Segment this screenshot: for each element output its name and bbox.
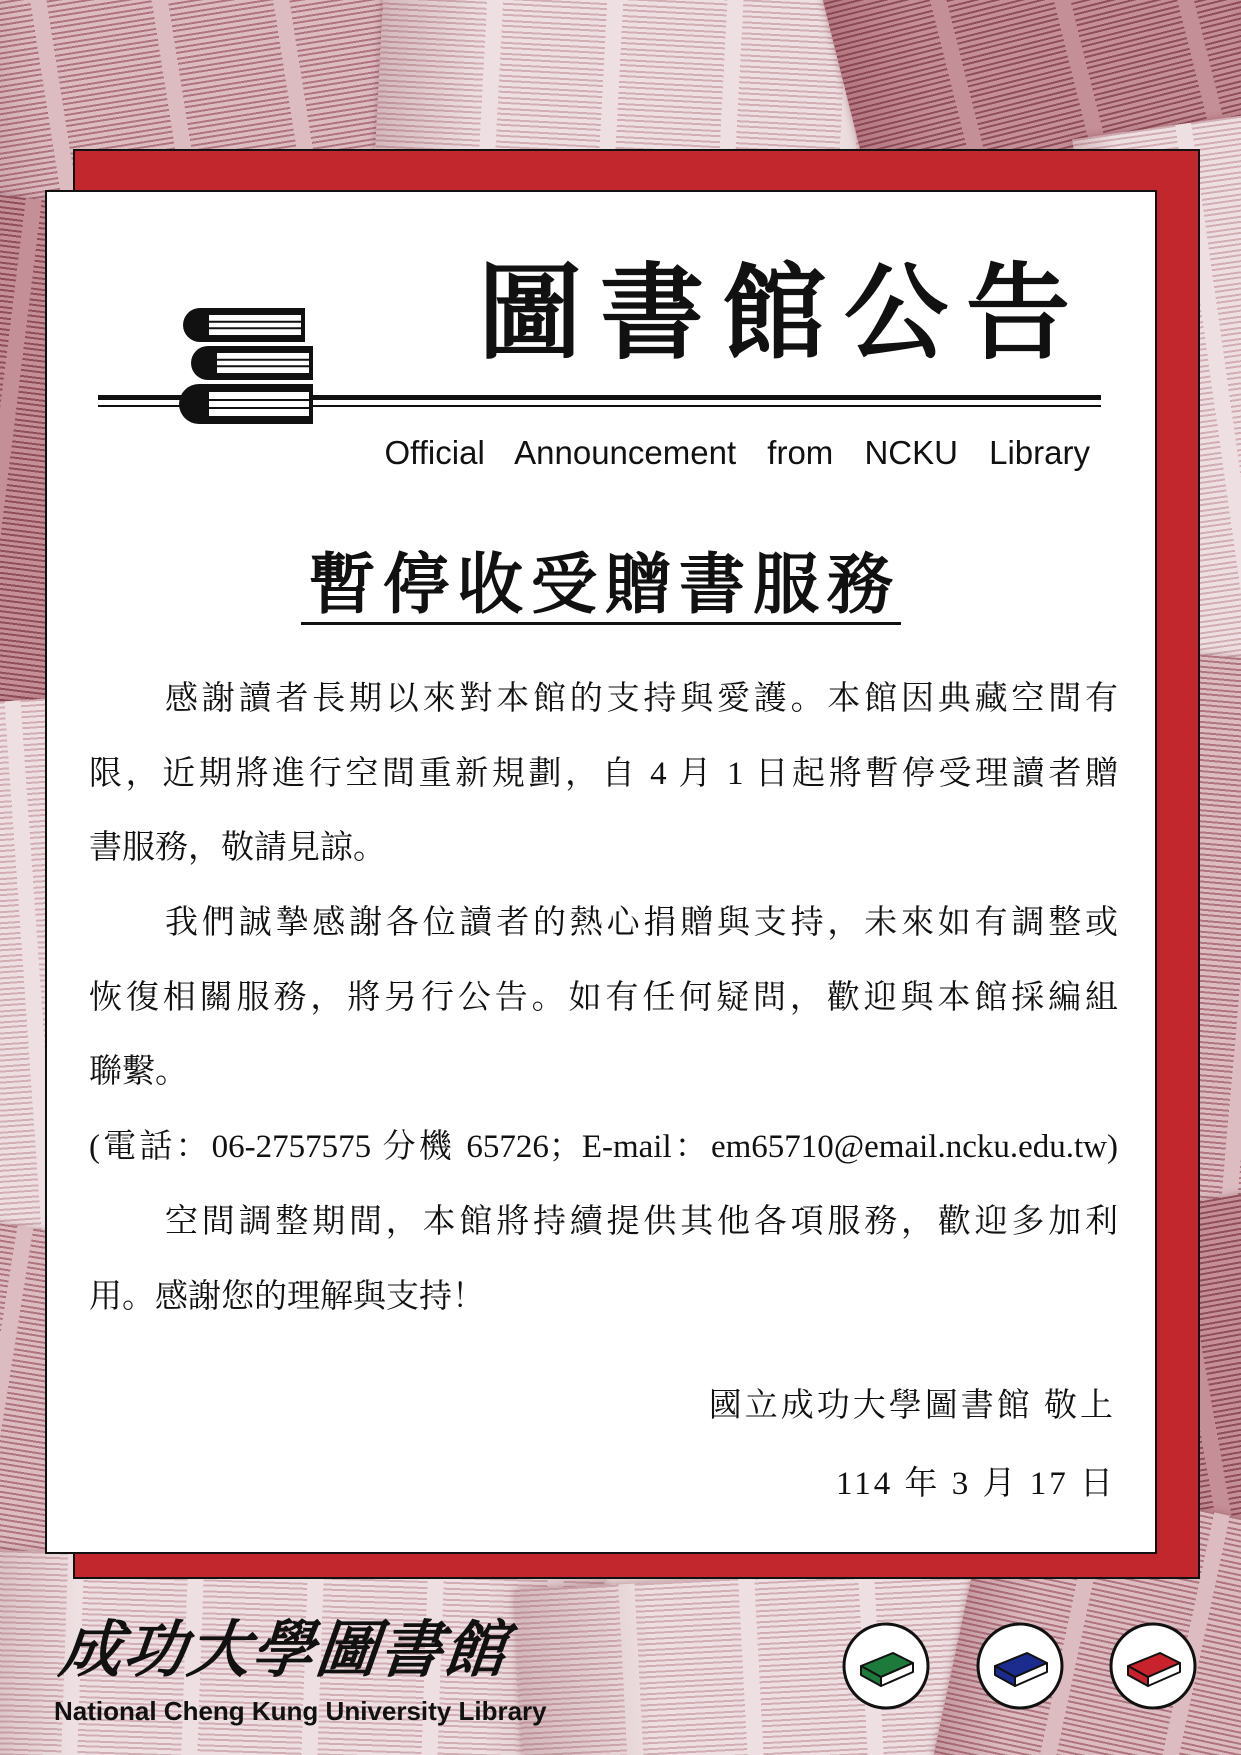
stacked-books-icon [173,300,319,430]
text-line: 用。感謝您的理解與支持！ [89,1278,485,1315]
paragraph [89,1185,1118,1334]
page-title: 圖書館公告 [478,252,1089,374]
text-line: 聯繫。 [89,1054,188,1091]
signature: 國立成功大學圖書館 敬上 [708,1388,1116,1424]
text-line: 書服務，敬請見諒。 [89,830,386,867]
notice-title: 暫停收受贈書服務 [301,548,901,625]
bottom-book [179,384,313,424]
top-book [183,308,305,342]
contact-info [89,1110,1118,1185]
text-line: 恢復相關服務，將另行公告。如有任何疑問，歡迎與本館採編組 [89,979,1118,1016]
paragraph [89,886,1118,1110]
book-pages [209,392,309,416]
text-line: 空間調整期間，本館將持續提供其他各項服務，歡迎多加利 [165,1203,1118,1240]
text-line: 感謝讀者長期以來對本館的支持與愛護。本館因典藏空間有 [165,681,1118,717]
green-book-icon [840,1620,932,1712]
contact-line: (電話：06-2757575 分機 65726；E-mail：em65710@email.ncku.edu.tw) [89,1129,1118,1166]
text-line: 我們誠摯感謝各位讀者的熱心捐贈與支持，未來如有調整或 [165,905,1118,942]
page-subtitle: Official Announcement from NCKU Library [384,434,1090,471]
library-calligraphy-logo: 成功大學圖書館 [56,1613,512,1686]
paragraph [89,662,1118,886]
red-book-icon [1107,1620,1199,1712]
text-line: 限，近期將進行空間重新規劃，自 4 月 1 日起將暫停受理讀者贈 [89,755,1118,792]
middle-book [191,346,313,380]
notice-body [89,662,1118,1334]
blue-book-icon [974,1620,1066,1712]
book-pages [209,315,301,335]
notice-date: 114 年 3 月 17 日 [835,1466,1116,1502]
book-pages [217,353,309,373]
notice-title-container [45,545,1157,625]
library-english-name: National Cheng Kung University Library [54,1696,547,1726]
